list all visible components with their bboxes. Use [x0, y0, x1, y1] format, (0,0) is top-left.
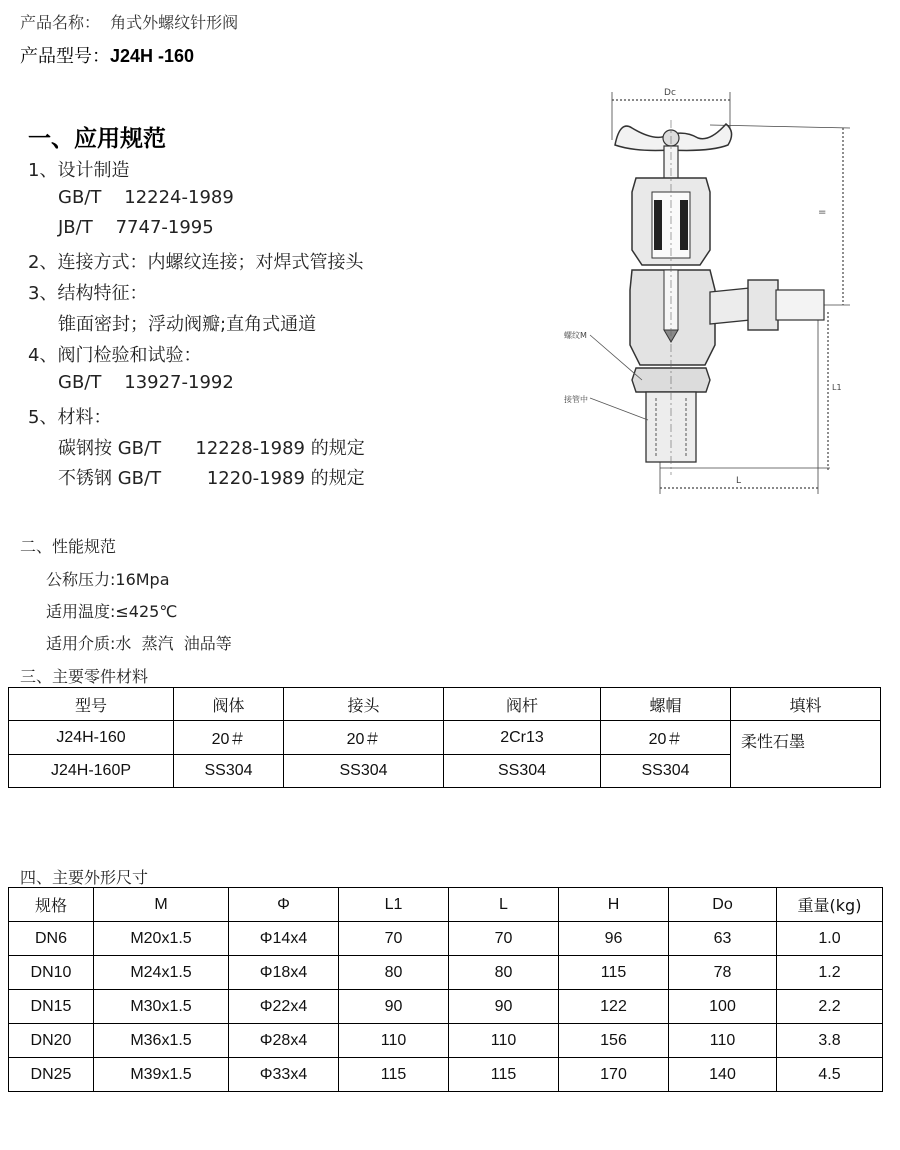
materials-cell: SS304: [444, 755, 601, 788]
product-model-value: J24H -160: [110, 46, 195, 66]
materials-header-cell: 螺帽: [601, 688, 731, 721]
spec-material-2: 不锈钢 GB/T 1220-1989 的规定: [58, 468, 365, 489]
product-name: 产品名称： 角式外螺纹针形阀: [20, 13, 239, 32]
dimensions-cell: 110: [449, 1024, 559, 1058]
dimensions-header-cell: L1: [339, 888, 449, 922]
dimensions-cell: 140: [669, 1058, 777, 1092]
spec-std-1: GB/T 12224-1989: [58, 187, 234, 208]
dimensions-header-cell: Do: [669, 888, 777, 922]
spec-item-3: 3、结构特征：: [28, 283, 148, 304]
dimensions-cell: 115: [339, 1058, 449, 1092]
dimensions-cell: 1.0: [777, 922, 883, 956]
dimensions-cell: 170: [559, 1058, 669, 1092]
materials-cell: J24H-160P: [9, 755, 174, 788]
spec-item-4: 4、阀门检验和试验：: [28, 345, 202, 366]
perf-pressure: 公称压力:16Mpa: [46, 570, 170, 589]
valve-technical-drawing: [560, 80, 890, 500]
dimensions-cell: 156: [559, 1024, 669, 1058]
dimensions-cell: DN25: [9, 1058, 94, 1092]
dimensions-cell: 70: [339, 922, 449, 956]
dimensions-cell: 100: [669, 990, 777, 1024]
dimensions-cell: 2.2: [777, 990, 883, 1024]
dimensions-cell: DN15: [9, 990, 94, 1024]
drawing-dim-dc: Dc: [664, 88, 676, 98]
dimensions-cell: Φ18x4: [229, 956, 339, 990]
dimensions-cell: 122: [559, 990, 669, 1024]
dimensions-cell: 63: [669, 922, 777, 956]
dimensions-cell: 3.8: [777, 1024, 883, 1058]
dimensions-header-row: [9, 888, 883, 922]
dimensions-cell: 70: [449, 922, 559, 956]
spec-std-3: GB/T 13927-1992: [58, 372, 234, 393]
materials-header-cell: 填料: [731, 688, 881, 721]
section4-title: 四、主要外形尺寸: [20, 868, 149, 887]
dimensions-row: [9, 1058, 883, 1092]
dimensions-cell: 115: [559, 956, 669, 990]
dimensions-header-cell: L: [449, 888, 559, 922]
drawing-label-thread: 螺纹M: [564, 331, 587, 340]
materials-header-cell: 阀体: [174, 688, 284, 721]
drawing-label-joint: 接管中: [564, 395, 588, 404]
spec-item-5: 5、材料：: [28, 407, 112, 428]
dimensions-cell: 1.2: [777, 956, 883, 990]
dimensions-header-cell: Φ: [229, 888, 339, 922]
dimensions-table: [8, 887, 883, 1092]
materials-table: [8, 687, 881, 788]
materials-header-cell: 型号: [9, 688, 174, 721]
materials-cell: SS304: [601, 755, 731, 788]
spec-std-2: JB/T 7747-1995: [58, 217, 214, 238]
dimensions-cell: M24x1.5: [94, 956, 229, 990]
dimensions-row: [9, 1024, 883, 1058]
materials-header-cell: 接头: [284, 688, 444, 721]
dimensions-cell: M36x1.5: [94, 1024, 229, 1058]
dimensions-cell: DN20: [9, 1024, 94, 1058]
dimensions-cell: 90: [339, 990, 449, 1024]
dimensions-cell: 115: [449, 1058, 559, 1092]
materials-header-cell: 阀杆: [444, 688, 601, 721]
dimensions-header-cell: M: [94, 888, 229, 922]
drawing-dim-l1: L1: [832, 383, 842, 392]
dimensions-row: [9, 956, 883, 990]
dimensions-cell: 110: [669, 1024, 777, 1058]
dimensions-cell: 80: [339, 956, 449, 990]
spec-material-1: 碳钢按 GB/T 12228-1989 的规定: [58, 438, 365, 459]
dimensions-cell: Φ33x4: [229, 1058, 339, 1092]
dimensions-cell: DN10: [9, 956, 94, 990]
materials-row: [9, 721, 881, 755]
dimensions-cell: 4.5: [777, 1058, 883, 1092]
dimensions-row: [9, 990, 883, 1024]
spec-item-1: 1、设计制造: [28, 160, 130, 181]
perf-temperature: 适用温度:≤425℃: [46, 602, 178, 621]
dimensions-cell: M30x1.5: [94, 990, 229, 1024]
perf-medium: 适用介质:水 蒸汽 油品等: [46, 634, 232, 653]
materials-cell: 20＃: [174, 721, 284, 755]
materials-cell: 20＃: [284, 721, 444, 755]
dimensions-cell: Φ14x4: [229, 922, 339, 956]
dimensions-cell: M20x1.5: [94, 922, 229, 956]
section3-title: 三、主要零件材料: [20, 667, 149, 686]
dimensions-cell: Φ28x4: [229, 1024, 339, 1058]
product-model: [20, 42, 194, 68]
materials-cell: 2Cr13: [444, 721, 601, 755]
section1-title: 一、应用规范: [28, 126, 166, 152]
spec-item-3-detail: 锥面密封；浮动阀瓣;直角式通道: [58, 314, 317, 335]
materials-cell: SS304: [174, 755, 284, 788]
drawing-dim-l: L: [736, 476, 742, 486]
materials-header-row: [9, 688, 881, 721]
dimensions-cell: 90: [449, 990, 559, 1024]
dimensions-header-cell: 重量(kg): [777, 888, 883, 922]
dimensions-cell: 110: [339, 1024, 449, 1058]
section2-title: 二、性能规范: [20, 537, 117, 556]
dimensions-header-cell: H: [559, 888, 669, 922]
dimensions-cell: 80: [449, 956, 559, 990]
dimensions-cell: Φ22x4: [229, 990, 339, 1024]
dimensions-header-cell: 规格: [9, 888, 94, 922]
dimensions-cell: DN6: [9, 922, 94, 956]
materials-packing-cell: 柔性石墨: [731, 721, 881, 788]
dimensions-row: [9, 922, 883, 956]
materials-cell: 20＃: [601, 721, 731, 755]
spec-item-2: 2、连接方式：内螺纹连接；对焊式管接头: [28, 252, 364, 273]
dimensions-cell: 78: [669, 956, 777, 990]
product-model-label: 产品型号：: [20, 46, 110, 67]
drawing-dim-h: =: [818, 207, 827, 218]
materials-cell: J24H-160: [9, 721, 174, 755]
dimensions-cell: M39x1.5: [94, 1058, 229, 1092]
dimensions-cell: 96: [559, 922, 669, 956]
materials-cell: SS304: [284, 755, 444, 788]
